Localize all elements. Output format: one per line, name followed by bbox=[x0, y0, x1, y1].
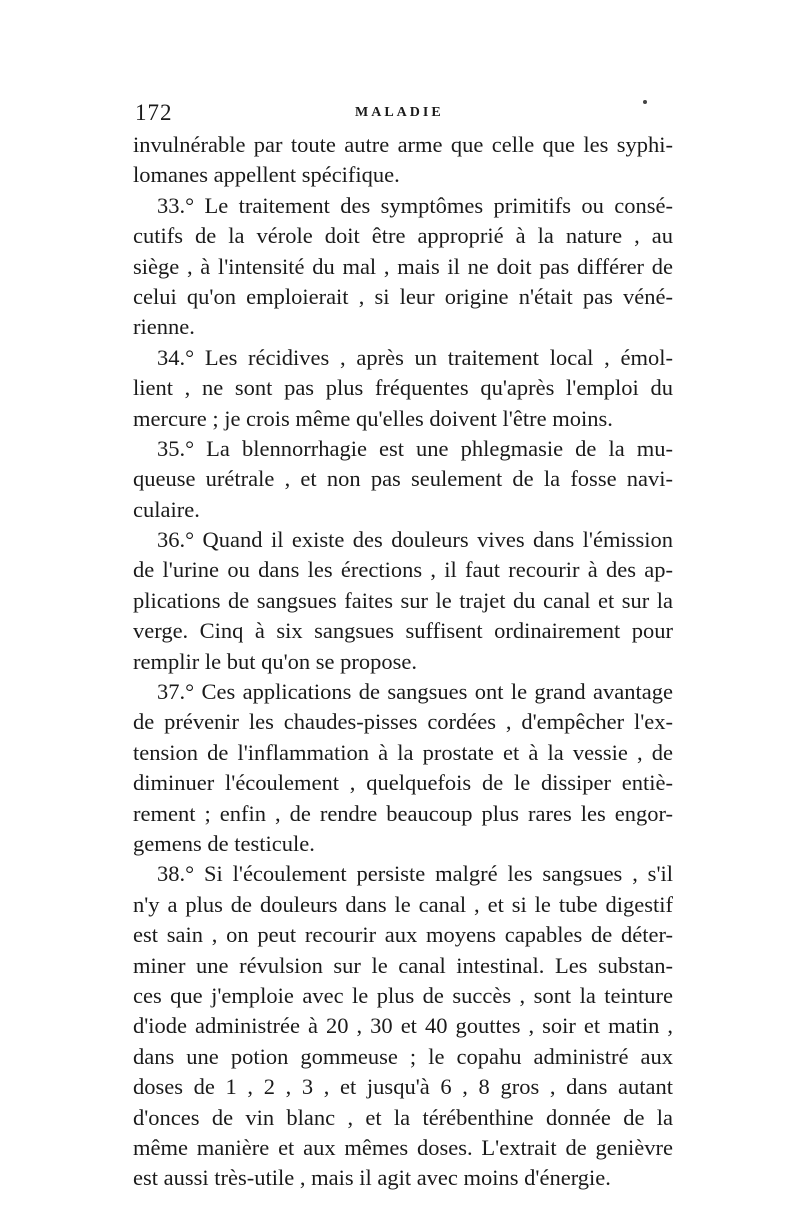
text-line: gemens de testicule. bbox=[133, 830, 315, 856]
text-line: n'y a plus de douleurs dans le canal , et si le tube digestif bbox=[133, 891, 673, 917]
text-line: tension de l'inflammation à la prostate et à la vessie , de bbox=[133, 739, 673, 765]
text-line: culaire. bbox=[133, 496, 200, 522]
text-line: siège , à l'intensité du mal , mais il ne doit pas différer de bbox=[133, 253, 673, 279]
text-line: est sain , on peut recourir aux moyens capables de déter- bbox=[133, 922, 673, 948]
text-line: lomanes appellent spécifique. bbox=[133, 162, 400, 188]
text-line: même manière et aux mêmes doses. L'extrait de genièvre bbox=[133, 1134, 673, 1160]
text-line: queuse urétrale , et non pas seulement de la fosse navi- bbox=[133, 466, 673, 492]
text-line: cutifs de la vérole doit être approprié à la nature , au bbox=[133, 223, 673, 249]
text-line: mercure ; je crois même qu'elles doivent l'être moins. bbox=[133, 405, 613, 431]
print-speck bbox=[643, 100, 647, 104]
text-line: invulnérable par toute autre arme que celle que les syphi- bbox=[133, 132, 673, 157]
paragraph-35-start: 35.° La blennorrhagie est une phlegmasie de la mu- bbox=[157, 435, 673, 461]
text-line: doses de 1 , 2 , 3 , et jusqu'à 6 , 8 gros , dans autant bbox=[133, 1074, 673, 1100]
text-line: de prévenir les chaudes-pisses cordées , d'empêcher l'ex- bbox=[133, 709, 673, 735]
running-head bbox=[135, 96, 670, 126]
text-line: d'iode administrée à 20 , 30 et 40 gouttes , soir et matin , bbox=[133, 1013, 673, 1039]
text-line: plications de sangsues faites sur le trajet du canal et sur la bbox=[133, 587, 673, 613]
paragraph-36-start: 36.° Quand il existe des douleurs vives dans l'émission bbox=[157, 527, 673, 553]
page-number: 172 bbox=[135, 100, 173, 125]
text-line: celui qu'on emploierait , si leur origine n'était pas véné- bbox=[133, 283, 673, 309]
text-line: ces que j'emploie avec le plus de succès , sont la teinture bbox=[133, 982, 673, 1008]
text-line: est aussi très-utile , mais il agit avec moins d'énergie. bbox=[133, 1165, 611, 1191]
text-line: remplir le but qu'on se propose. bbox=[133, 648, 417, 674]
text-line: lient , ne sont pas plus fréquentes qu'après l'emploi du bbox=[133, 375, 673, 401]
text-line: rement ; enfin , de rendre beaucoup plus rares les engor- bbox=[133, 800, 673, 826]
body-text bbox=[133, 130, 673, 1194]
paragraph-37-start: 37.° Ces applications de sangsues ont le grand avantage bbox=[157, 679, 673, 705]
text-line: de l'urine ou dans les érections , il faut recourir à des ap- bbox=[133, 557, 673, 583]
text-line: dans une potion gommeuse ; le copahu administré aux bbox=[133, 1043, 673, 1069]
text-line: verge. Cinq à six sangsues suffisent ordinairement pour bbox=[133, 618, 673, 644]
text-line: d'onces de vin blanc , et la térébenthine donnée de la bbox=[133, 1104, 673, 1130]
paragraph-38-start: 38.° Si l'écoulement persiste malgré les sangsues , s'il bbox=[157, 861, 673, 887]
running-title: MALADIE bbox=[355, 105, 444, 120]
text-line: miner une révulsion sur le canal intestinal. Les substan- bbox=[133, 952, 673, 978]
paragraph-33-start: 33.° Le traitement des symptômes primitifs ou consé- bbox=[157, 192, 673, 218]
text-line: rienne. bbox=[133, 314, 195, 340]
text-line: diminuer l'écoulement , quelquefois de le dissiper entiè- bbox=[133, 770, 673, 796]
paragraph-34-start: 34.° Les récidives , après un traitement local , émol- bbox=[157, 344, 673, 370]
